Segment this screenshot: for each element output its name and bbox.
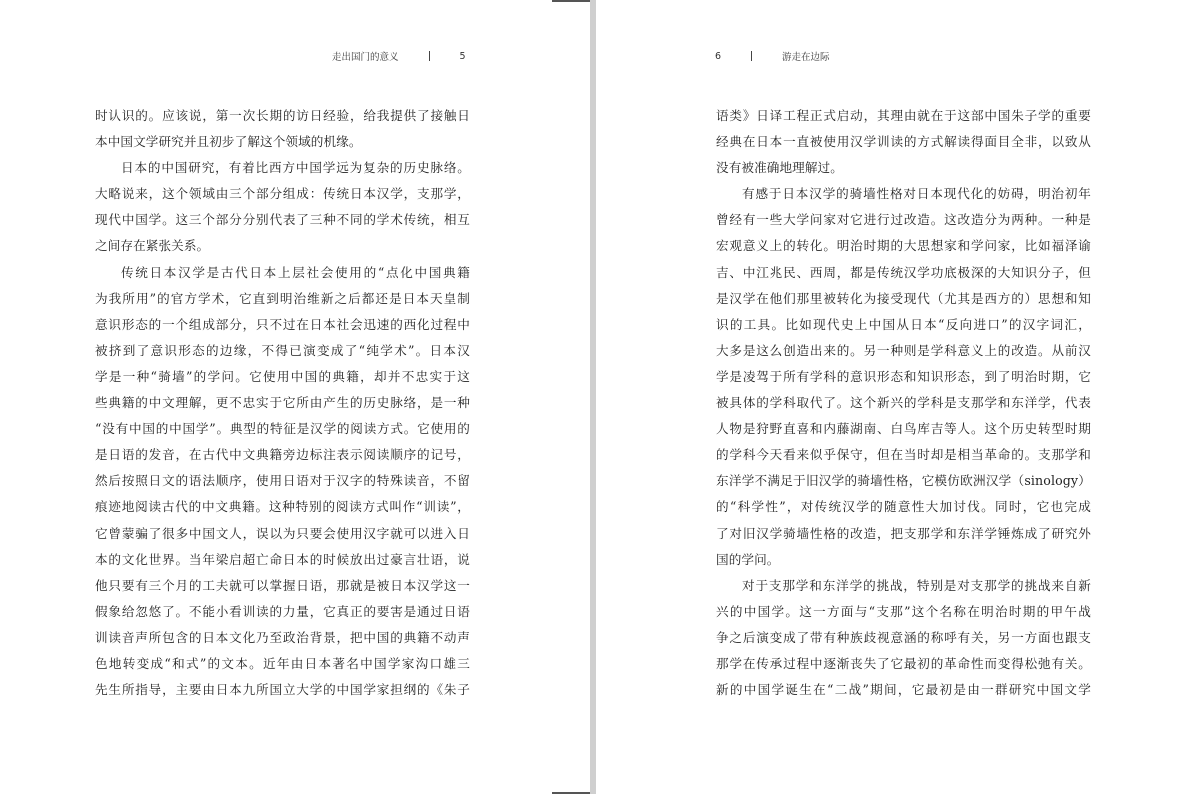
- text-line: 曾经有一些大学问家对它进行过改造。这改造分为两种。一种是: [716, 212, 1091, 228]
- text-line: 被具体的学科取代了。这个新兴的学科是支那学和东洋学，代表: [716, 395, 1091, 411]
- text-line: “没有中国的中国学”。典型的特征是汉学的阅读方式。它使用的: [95, 421, 470, 437]
- text-line: 东洋学不满足于旧汉学的骑墙性格，它模仿欧洲汉学（sinology）: [716, 473, 1091, 489]
- text-line: 的“科学性”，对传统汉学的随意性大加讨伐。同时，它也完成: [716, 499, 1091, 515]
- page-edge-marker: [552, 0, 590, 2]
- body-text: [716, 103, 1091, 703]
- text-line: 学是凌驾于所有学科的意识形态和知识形态，到了明治时期，它: [716, 368, 1091, 384]
- text-line: 宏观意义上的转化。明治时期的大思想家和学问家，比如福泽谕: [716, 238, 1091, 254]
- text-line: 然后按照日文的语法顺序，使用日语对于汉字的特殊读音，不留: [95, 473, 470, 489]
- text-line: 是日语的发音，在古代中文典籍旁边标注表示阅读顺序的记号，: [95, 447, 470, 463]
- text-line: 色地转变成“和式”的文本。近年由日本著名中国学家沟口雄三: [95, 655, 470, 671]
- text-line: 他只要有三个月的工夫就可以掌握日语，那就是被日本汉学这一: [95, 577, 470, 593]
- page-number: 5: [459, 50, 466, 62]
- text-line: 本中国文学研究并且初步了解这个领域的机缘。: [95, 134, 362, 150]
- header-title: 游走在边际: [782, 52, 830, 63]
- text-line: 新的中国学诞生在“二战”期间，它最初是由一群研究中国文学: [716, 682, 1091, 698]
- running-header: [715, 49, 830, 63]
- text-line: 先生所指导，主要由日本九所国立大学的中国学家担纲的《朱子: [95, 682, 470, 698]
- text-line: 了对旧汉学骑墙性格的改造，把支那学和东洋学锤炼成了研究外: [716, 525, 1091, 541]
- running-header: [332, 49, 466, 63]
- text-line: 假象给忽悠了。不能小看训读的力量，它真正的要害是通过日语: [95, 603, 470, 619]
- text-line: 现代中国学。这三个部分分别代表了三种不同的学术传统，相互: [95, 212, 470, 228]
- text-line: 日本的中国研究，有着比西方中国学远为复杂的历史脉络。: [121, 160, 470, 176]
- text-line: 吉、中江兆民、西周，都是传统汉学功底极深的大知识分子，但: [716, 264, 1091, 280]
- text-line: 那学在传承过程中逐渐丧失了它最初的革命性而变得松弛有关。: [716, 655, 1091, 671]
- text-line: 时认识的。应该说，第一次长期的访日经验，给我提供了接触日: [95, 108, 470, 123]
- text-line: 兴的中国学。这一方面与“支那”这个名称在明治时期的甲午战: [716, 603, 1091, 619]
- text-line: 些典籍的中文理解，更不忠实于它所由产生的历史脉络，是一种: [95, 395, 470, 411]
- text-line: 国的学问。: [716, 551, 780, 567]
- text-line: 学是一种“骑墙”的学问。它使用中国的典籍，却并不忠实于这: [95, 368, 470, 384]
- text-line: 经典在日本一直被使用汉学训读的方式解读得面目全非，以致从: [716, 134, 1091, 150]
- header-separator: [751, 51, 752, 61]
- text-line: 本的文化世界。当年梁启超亡命日本的时候放出过豪言壮语，说: [95, 551, 470, 567]
- text-line: 训读音声所包含的日本文化乃至政治背景，把中国的典籍不动声: [95, 629, 470, 645]
- text-line: 大略说来，这个领域由三个部分组成：传统日本汉学，支那学，: [95, 186, 470, 202]
- text-line: 有感于日本汉学的骑墙性格对日本现代化的妨碍，明治初年: [742, 186, 1091, 202]
- text-line: 意识形态的一个组成部分，只不过在日本社会迅速的西化过程中: [95, 316, 470, 332]
- text-line: 语类》日译工程正式启动，其理由就在于这部中国朱子学的重要: [716, 108, 1091, 123]
- page-number: 6: [715, 50, 722, 62]
- text-line: 痕迹地阅读古代的中文典籍。这种特别的阅读方式叫作“训读”，: [95, 499, 470, 515]
- text-line: 传统日本汉学是古代日本上层社会使用的“点化中国典籍: [121, 264, 470, 280]
- body-text: [95, 103, 470, 703]
- text-line: 大多是这么创造出来的。另一种则是学科意义上的改造。从前汉: [716, 342, 1091, 358]
- text-line: 为我所用”的官方学术，它直到明治维新之后都还是日本天皇制: [95, 290, 470, 306]
- text-line: 是汉学在他们那里被转化为接受现代（尤其是西方的）思想和知: [716, 290, 1091, 306]
- header-title: 走出国门的意义: [332, 52, 399, 63]
- text-line: 被挤到了意识形态的边缘，不得已演变成了“纯学术”。日本汉: [95, 342, 470, 358]
- text-line: 人物是狩野直喜和内藤湖南、白鸟库吉等人。这个历史转型时期: [716, 421, 1091, 437]
- text-line: 它曾蒙骗了很多中国文人，误以为只要会使用汉字就可以进入日: [95, 525, 470, 541]
- text-line: 争之后演变成了带有种族歧视意涵的称呼有关，另一方面也跟支: [716, 629, 1091, 645]
- left-page: [0, 0, 590, 794]
- header-separator: [429, 51, 430, 61]
- text-line: 对于支那学和东洋学的挑战，特别是对支那学的挑战来自新: [742, 577, 1091, 593]
- text-line: 之间存在紧张关系。: [95, 238, 210, 254]
- right-page: [596, 0, 1185, 794]
- text-line: 没有被准确地理解过。: [716, 160, 843, 176]
- text-line: 的学科今天看来似乎保守，但在当时却是相当革命的。支那学和: [716, 447, 1091, 463]
- text-line: 识的工具。比如现代史上中国从日本“反向进口”的汉字词汇，: [716, 316, 1091, 332]
